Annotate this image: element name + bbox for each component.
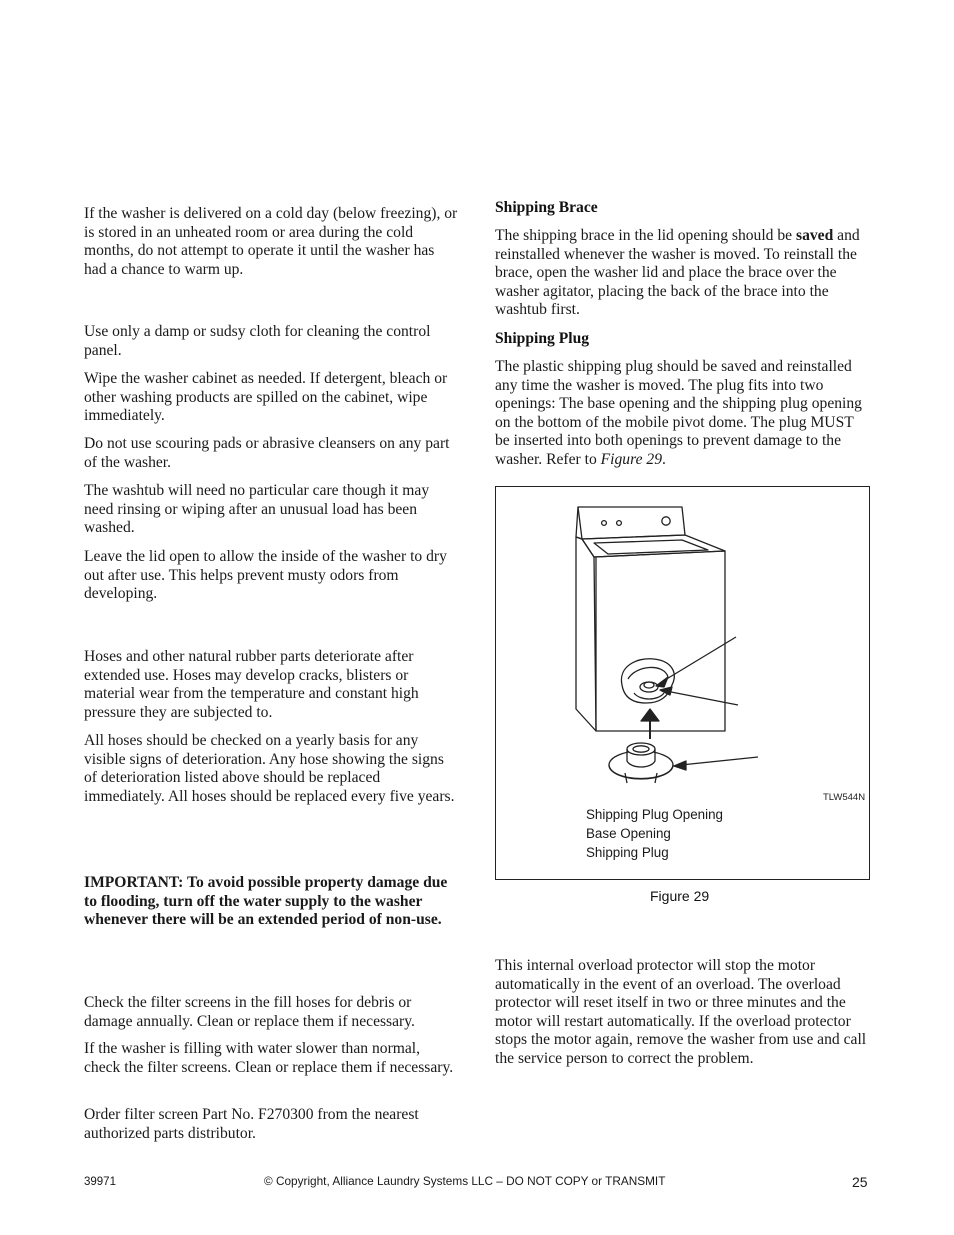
label-shipping-plug-opening: Shipping Plug Opening xyxy=(586,807,723,822)
brace-text-saved: saved xyxy=(796,227,834,244)
hoses-check-paragraph: All hoses should be checked on a yearly basis for any visible signs of deterioration. Any hose showing the signs of deterioration listed above should be replaced immediately. All hoses should be replaced every five years. xyxy=(84,732,455,805)
shipping-plug-paragraph xyxy=(495,358,870,470)
hoses-deterioration-paragraph: Hoses and other natural rubber parts deteriorate after extended use. Hoses may develop cracks, blisters or material wear from the temperature and constant high pressure they are subjected to. xyxy=(84,648,419,721)
figure-code: TLW544N xyxy=(823,792,866,803)
page-number: 25 xyxy=(852,1174,868,1190)
lid-open-paragraph: Leave the lid open to allow the inside of the washer to dry out after use. This helps prevent musty odors from developing. xyxy=(84,548,447,603)
filter-screens-paragraph: Check the filter screens in the fill hoses for debris or damage annually. Clean or replace them if necessary. xyxy=(84,994,415,1030)
label-shipping-plug: Shipping Plug xyxy=(586,845,669,860)
shipping-brace-heading: Shipping Brace xyxy=(495,199,598,216)
cabinet-cleaning-paragraph: Wipe the washer cabinet as needed. If detergent, bleach or other washing products are spilled on the cabinet, wipe immediately. xyxy=(84,370,448,425)
copyright-notice: © Copyright, Alliance Laundry Systems LLC – DO NOT COPY or TRANSMIT xyxy=(264,1174,666,1188)
plug-text-end: . xyxy=(662,450,666,468)
scouring-pads-paragraph: Do not use scouring pads or abrasive cleansers on any part of the washer. xyxy=(84,435,450,471)
order-filter-paragraph: Order filter screen Part No. F270300 from the nearest authorized parts distributor. xyxy=(84,1106,419,1142)
label-base-opening: Base Opening xyxy=(586,826,671,841)
important-notice: IMPORTANT: To avoid possible property damage due to flooding, turn off the water supply to the washer whenever there will be an extended period of non-use. xyxy=(84,874,448,929)
figure-reference: Figure 29 xyxy=(600,450,663,468)
shipping-plug-heading: Shipping Plug xyxy=(495,330,590,347)
washtub-care-paragraph: The washtub will need no particular care though it may need rinsing or wiping after an unusual load has been washed. xyxy=(84,482,430,537)
brace-text-end: and reinstalled whenever the washer is moved. To reinstall the brace, open the washer lid and place the brace over the washer agitator, placing the back of the brace into the washtub first. xyxy=(495,227,860,319)
plug-text-start: The plastic shipping plug should be saved and reinstalled any time the washer is moved. The plug fits into two openings: The base opening and the shipping plug opening on the bottom of the mobile pivot dome. The plug MUST be inserted into both openings to prevent damage to the washer. Refer to xyxy=(495,358,862,468)
control-panel-cleaning-paragraph: Use only a damp or sudsy cloth for cleaning the control panel. xyxy=(84,323,431,359)
document-number: 39971 xyxy=(84,1176,116,1188)
slow-filling-paragraph: If the washer is filling with water slower than normal, check the filter screens. Clean or replace them if necessary. xyxy=(84,1040,454,1076)
overload-protector-paragraph: This internal overload protector will stop the motor automatically in the event of an overload. The overload protector will reset itself in two or three minutes and the motor will restart automatically. If the overload protector stops the motor again, remove the washer from use and call the service person to correct the problem. xyxy=(495,957,867,1067)
shipping-brace-paragraph xyxy=(495,227,870,320)
cold-weather-paragraph: If the washer is delivered on a cold day (below freezing), or is stored in an unheated room or area during the cold months, do not attempt to operate it until the washer has had a chance to warm up. xyxy=(84,205,458,278)
figure-caption: Figure 29 xyxy=(650,888,710,904)
figure-29-box xyxy=(495,486,870,880)
brace-text-start: The shipping brace in the lid opening should be xyxy=(495,227,796,244)
